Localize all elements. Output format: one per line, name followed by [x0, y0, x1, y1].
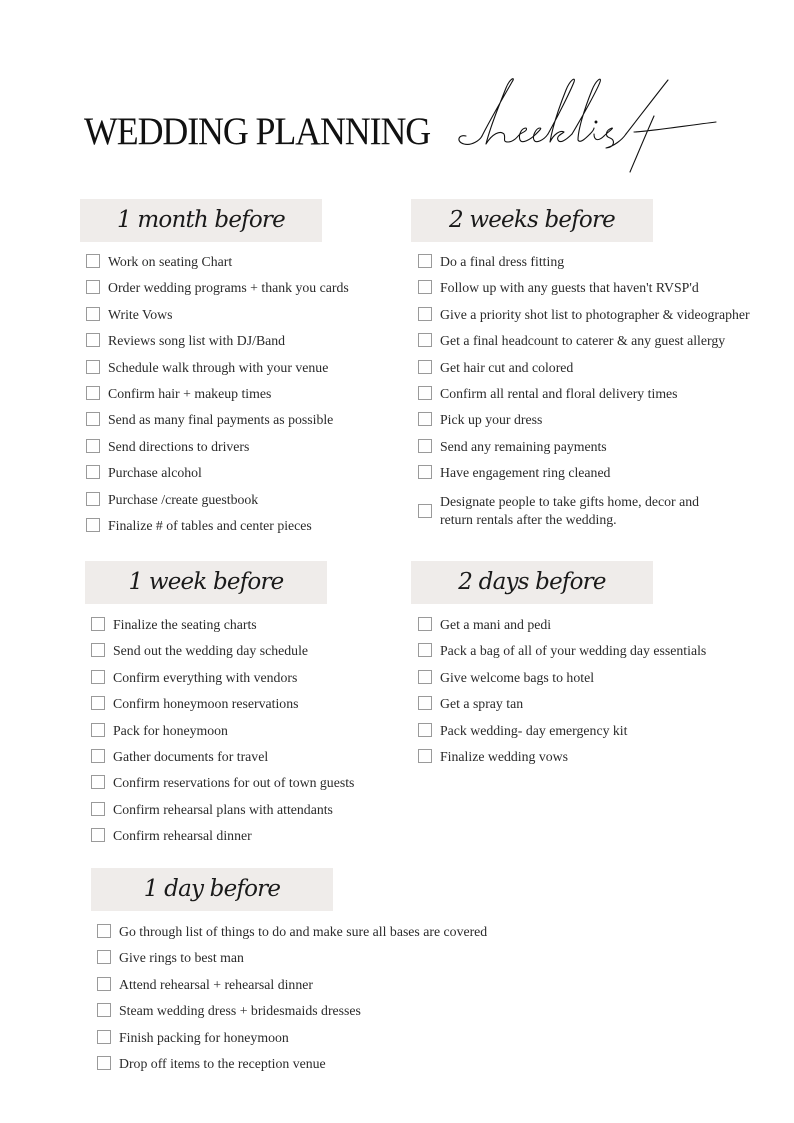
checklist-item[interactable] [86, 279, 349, 305]
item-label: Work on seating Chart [108, 254, 233, 269]
item-label: Get hair cut and colored [440, 359, 574, 375]
checkbox[interactable] [418, 412, 432, 426]
checkbox[interactable] [91, 828, 105, 842]
checkbox[interactable] [91, 696, 105, 710]
item-label: Confirm all rental and floral delivery times [440, 385, 678, 401]
item-label: Pick up your dress [440, 412, 543, 428]
item-label: Get a mani and pedi [440, 617, 552, 632]
item-label: Give a priority shot list to photographer & videographer [440, 306, 750, 322]
checklist-item[interactable] [97, 949, 487, 975]
item-label: Finalize wedding vows [440, 748, 568, 764]
item-label: Have engagement ring cleaned [440, 465, 611, 481]
checklist-2-weeks [418, 253, 750, 531]
item-label: Follow up with any guests that haven't RVSP'd [440, 280, 699, 296]
checklist-item[interactable] [97, 976, 487, 1002]
item-label: Steam wedding dress + bridesmaids dresses [119, 1003, 361, 1019]
item-label: Give rings to best man [119, 950, 244, 966]
item-label: Confirm reservations for out of town guests [113, 775, 355, 791]
checklist-item[interactable] [86, 517, 349, 543]
item-label: Go through list of things to do and make sure all bases are covered [119, 924, 488, 939]
section-header-2-days [411, 561, 653, 604]
checkbox[interactable] [86, 518, 100, 532]
item-label: Purchase /create guestbook [108, 491, 259, 507]
checkbox[interactable] [97, 924, 111, 938]
checkbox[interactable] [91, 617, 105, 631]
checkbox[interactable] [91, 749, 105, 763]
checkbox[interactable] [86, 333, 100, 347]
item-label: Write Vows [108, 306, 173, 322]
checklist-item[interactable] [418, 385, 750, 411]
checkbox[interactable] [91, 723, 105, 737]
item-label: Confirm rehearsal plans with attendants [113, 801, 333, 817]
checkbox[interactable] [418, 670, 432, 684]
item-label: Give welcome bags to hotel [440, 669, 595, 685]
item-label: Pack for honeymoon [113, 722, 228, 738]
item-label: Pack a bag of all of your wedding day essentials [440, 643, 707, 659]
item-label: Order wedding programs + thank you cards [108, 280, 349, 296]
checkbox[interactable] [418, 643, 432, 657]
item-label: Get a spray tan [440, 696, 524, 712]
checkbox[interactable] [97, 1056, 111, 1070]
checkbox[interactable] [418, 617, 432, 631]
item-label: Designate people to take gifts home, decor and return rentals after the wedding. [440, 494, 699, 527]
checklist-item[interactable] [97, 923, 487, 949]
item-label: Schedule walk through with your venue [108, 359, 329, 375]
section-heading: 2 days before [458, 569, 606, 595]
checkbox[interactable] [86, 280, 100, 294]
checklist-item[interactable] [86, 359, 349, 385]
checklist-item[interactable] [418, 411, 750, 437]
checklist-item[interactable] [418, 306, 750, 332]
section-heading: 1 month before [117, 207, 285, 233]
title-main-text: WEDDING PLANNING [84, 110, 431, 153]
checkbox[interactable] [418, 307, 432, 321]
checklist-item[interactable] [91, 774, 354, 800]
section-heading: 2 weeks before [448, 207, 615, 233]
checklist-2-days [418, 616, 706, 774]
checkbox[interactable] [418, 504, 432, 518]
checkbox[interactable] [418, 696, 432, 710]
checklist-item[interactable] [97, 1029, 487, 1055]
checklist-item[interactable] [418, 438, 750, 464]
item-label: Finish packing for honeymoon [119, 1029, 289, 1045]
checkbox[interactable] [418, 333, 432, 347]
item-label: Get a final headcount to caterer & any guest allergy [440, 333, 726, 349]
checkbox[interactable] [86, 412, 100, 426]
checkbox[interactable] [418, 280, 432, 294]
checkbox[interactable] [418, 386, 432, 400]
section-header-2-weeks [411, 199, 653, 242]
checklist-item[interactable] [418, 669, 706, 695]
checklist-item[interactable] [418, 491, 750, 531]
checklist-item[interactable] [91, 616, 354, 642]
item-label: Send directions to drivers [108, 438, 250, 454]
checklist-item[interactable] [418, 695, 706, 721]
checkbox[interactable] [91, 643, 105, 657]
checkbox[interactable] [86, 465, 100, 479]
checklist-item[interactable] [418, 253, 750, 279]
checkbox[interactable] [418, 723, 432, 737]
checklist-item[interactable] [91, 748, 354, 774]
page-title [84, 88, 764, 188]
checklist-item[interactable] [418, 332, 750, 358]
checkbox[interactable] [86, 439, 100, 453]
checklist-item[interactable] [418, 748, 706, 774]
section-header-1-day [91, 868, 333, 911]
checkbox[interactable] [86, 360, 100, 374]
checklist-item[interactable] [418, 616, 706, 642]
checklist-script-title [454, 76, 734, 176]
checklist-item[interactable] [418, 642, 706, 668]
item-label: Confirm hair + makeup times [108, 385, 272, 401]
checkbox[interactable] [418, 465, 432, 479]
checklist-item[interactable] [86, 411, 349, 437]
checklist-item[interactable] [91, 642, 354, 668]
checkbox[interactable] [418, 439, 432, 453]
checkbox[interactable] [418, 749, 432, 763]
checkbox[interactable] [86, 307, 100, 321]
item-label: Confirm everything with vendors [113, 669, 298, 685]
checklist-item[interactable] [86, 253, 349, 279]
checklist-1-week [91, 616, 354, 854]
checkbox[interactable] [91, 775, 105, 789]
item-label: Send out the wedding day schedule [113, 643, 309, 659]
checklist-item[interactable] [86, 306, 349, 332]
item-label: Finalize # of tables and center pieces [108, 517, 312, 533]
item-label: Reviews song list with DJ/Band [108, 333, 286, 349]
checklist-item[interactable] [91, 827, 354, 853]
item-label: Send as many final payments as possible [108, 412, 334, 428]
checkbox[interactable] [97, 1003, 111, 1017]
checkbox[interactable] [418, 360, 432, 374]
checklist-item[interactable] [86, 464, 349, 490]
checkbox[interactable] [86, 386, 100, 400]
checkbox[interactable] [86, 492, 100, 506]
checklist-item[interactable] [86, 332, 349, 358]
checklist-item[interactable] [86, 438, 349, 464]
item-label: Pack wedding- day emergency kit [440, 722, 628, 738]
section-header-1-week [85, 561, 327, 604]
checklist-item[interactable] [418, 279, 750, 305]
checklist-item[interactable] [418, 464, 750, 490]
item-label: Confirm rehearsal dinner [113, 828, 252, 844]
checklist-item[interactable] [418, 359, 750, 385]
checklist-1-month [86, 253, 349, 543]
item-label: Gather documents for travel [113, 748, 269, 764]
checklist-item[interactable] [86, 491, 349, 517]
item-label: Send any remaining payments [440, 438, 607, 454]
checklist-item[interactable] [91, 669, 354, 695]
checkbox[interactable] [86, 254, 100, 268]
item-label: Purchase alcohol [108, 465, 202, 481]
checklist-item[interactable] [97, 1002, 487, 1028]
checklist-item[interactable] [91, 695, 354, 721]
checkbox[interactable] [91, 670, 105, 684]
item-label: Do a final dress fitting [440, 254, 565, 269]
checkbox[interactable] [97, 1030, 111, 1044]
checklist-item[interactable] [91, 722, 354, 748]
checkbox[interactable] [97, 950, 111, 964]
section-heading: 1 day before [143, 876, 281, 902]
checklist-1-day [97, 923, 487, 1081]
checkbox[interactable] [418, 254, 432, 268]
section-header-1-month [80, 199, 322, 242]
checkbox[interactable] [97, 977, 111, 991]
checklist-item[interactable] [91, 801, 354, 827]
item-label: Confirm honeymoon reservations [113, 696, 299, 712]
item-label: Finalize the seating charts [113, 617, 257, 632]
checklist-item[interactable] [86, 385, 349, 411]
section-heading: 1 week before [128, 569, 284, 595]
checkbox[interactable] [91, 802, 105, 816]
item-label: Drop off items to the reception venue [119, 1055, 326, 1071]
checklist-item[interactable] [418, 722, 706, 748]
item-label: Attend rehearsal + rehearsal dinner [119, 976, 313, 992]
checklist-item[interactable] [97, 1055, 487, 1081]
